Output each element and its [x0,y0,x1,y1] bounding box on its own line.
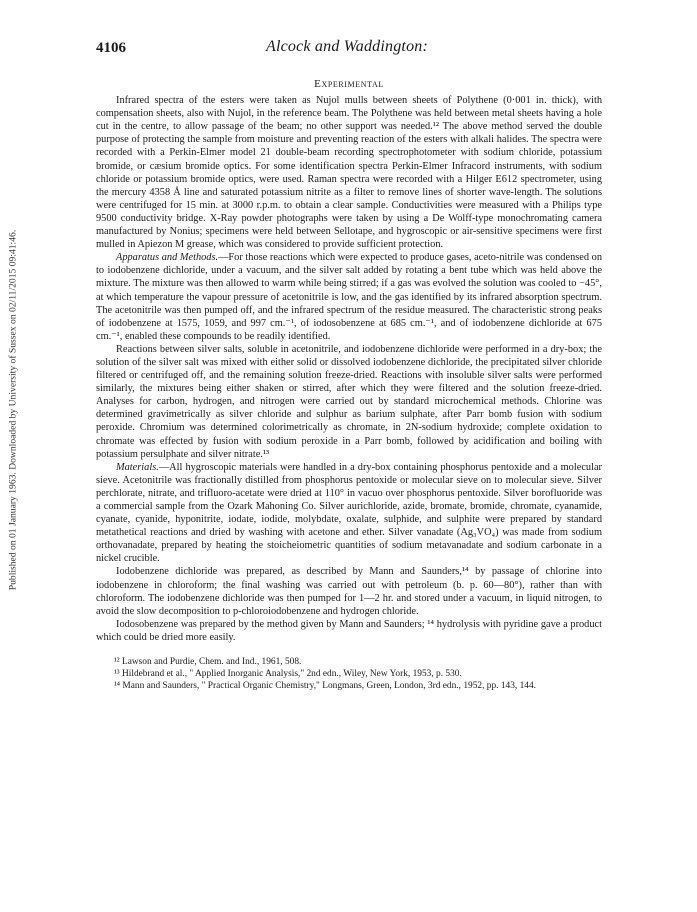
page-number: 4106 [96,40,126,56]
footnote-12: ¹² Lawson and Purdie, Chem. and Ind., 1961, 508. [114,657,302,668]
side-note-text: Published on 01 January 1963. Downloaded by University of Sussex on 02/11/2015 09:41:46. [7,229,19,591]
paragraph-apparatus [96,251,602,343]
paragraph-materials-text: —All hygroscopic materials were handled in a dry-box containing phosphorus pentoxide and a molecular sieve. Acetonitrile was fractionally distilled from phosphorus pentoxide or molecular sieve on to molecular sieve. Silver perchlorate, nitrate, and trifluoro-acetate were dried at 110° in vacuo over phosphorus pentoxide. Silver borofluoride was a commercial sample from the Ozark Mahoning Co. Silver aurichloride, azide, bromate, bromide, chromate, cyanamide, cyanate, cyanide, hyponitrite, iodate, iodide, molybdate, oxalate, sulphide, and sulphite were prepared by standard metathetical reactions and dried by washing with acetone and ether. Silver vanadate (Ag₃VO₄) was made from sodium orthovanadate, prepared by heating the stoicheiometric quantities of sodium metavanadate and sodium carbonate in a nickel crucible. [96,461,602,565]
paragraph-reactions: Reactions between silver salts, soluble in acetonitrile, and iodobenzene dichloride were performed in a dry-box; the solution of the silver salt was mixed with either solid or dissolved iodobenzene dichloride, the precipitated silver chloride filtered or centrifuged off, and the remaining solution freeze-dried. Reactions with insoluble silver salts were performed similarly, the mixtures being either shaken or stirred, after which they were filtered and the solution freeze-dried. Analyses for carbon, hydrogen, and nitrogen were carried out by standard microchemical methods. Chlorine was determined gravimetrically as silver chloride and sulphur as barium sulphate, after Parr bomb fusion with sodium peroxide. Chromium was determined colorimetrically as chromate, in 2N-sodium hydroxide; complete oxidation to chromate was effected by fusion with sodium peroxide in a Parr bomb, followed by acidification and boiling with potassium persulphate and silver nitrate.¹³ [96,343,602,460]
paragraph-iodobenzene-dichloride: Iodobenzene dichloride was prepared, as described by Mann and Saunders,¹⁴ by passage of chlorine into iodobenzene in chloroform; the final washing was carried out with petroleum (b. p. 60—80°), rather than with chloroform. The iodobenzene dichloride was then pumped for 1—2 hr. and stored under a vacuum, in liquid nitrogen, to avoid the slow decomposition to p-chloroiodobenzene and hydrogen chloride. [96,566,602,617]
paragraph-materials-lead: Materials. [116,461,159,473]
section-title: Experimental [314,78,384,90]
footnotes [96,656,602,692]
publication-side-note [6,150,20,670]
paragraph-apparatus-lead: Apparatus and Methods. [116,252,219,264]
paragraph-spectra: Infrared spectra of the esters were taken as Nujol mulls between sheets of Polythene (0·001 in. thick), with compensation sheets, also with Nujol, in the reference beam. The Polythene was held between metal sheets having a hole cut in the centre, to allow passage of the beam; no other support was needed.¹² The above method served the double purpose of protecting the sample from moisture and preventing reaction of the esters with alkali halides. The spectra were recorded with a Perkin-Elmer model 21 double-beam recording spectrophotometer with sodium chloride, potassium bromide, or cæsium bromide optics. For some identification spectra Perkin-Elmer Infracord instruments, with sodium chloride or potassium bromide optics, were used. Raman spectra were recorded with a Hilger E612 spectrometer, using the mercury 4358 Å line and saturated potassium nitrite as a filter to remove lines of shorter wave-length. The solutions were centrifuged for 15 min. at 3000 r.p.m. to obtain a clear sample. Conductivities were measured with a Philips type 9500 conductivity bridge. X-Ray powder photographs were taken by using a De Wolff-type monochromating camera manufactured by Nonius; specimens were held between Sellotape, and hygroscopic or air-sensitive specimens were first mulled in Apiezon M grease, which was considered to provide sufficient protection. [96,95,602,251]
footnote-14: ¹⁴ Mann and Saunders, " Practical Organic Chemistry," Longmans, Green, London, 3rd edn., 1952, pp. 143, 144. [114,681,536,692]
running-head: Alcock and Waddington: [266,38,429,55]
paragraph-materials [96,461,602,566]
footnote-13: ¹³ Hildebrand et al., " Applied Inorganic Analysis," 2nd edn., Wiley, New York, 1953, p. 530. [114,669,462,680]
paragraph-iodosobenzene: Iodosobenzene was prepared by the method given by Mann and Saunders; ¹⁴ hydrolysis with pyridine gave a product which could be dried more easily. [96,618,602,643]
article-body [96,78,602,692]
paragraph-apparatus-text: —For those reactions which were expected to produce gases, aceto-nitrile was condensed on to iodobenzene dichloride, under a vacuum, and the silver salt added by rotating a bent tube which was held above the mixture. The mixture was then allowed to warm while being stirred; if a gas was evolved the solution was cooled to −45°, at which temperature the vapour pressure of acetonitrile is low, and the gas identified by its infrared absorption spectrum. The acetonitrile was then pumped off, and the infrared spectrum of the residue measured. The characteristic strong peaks of iodobenzene at 1575, 1059, and 997 cm.⁻¹, of iodosobenzene at 685 cm.⁻¹, and of iodobenzene dichloride at 675 cm.⁻¹, enabled these compounds to be readily identified. [96,252,602,342]
